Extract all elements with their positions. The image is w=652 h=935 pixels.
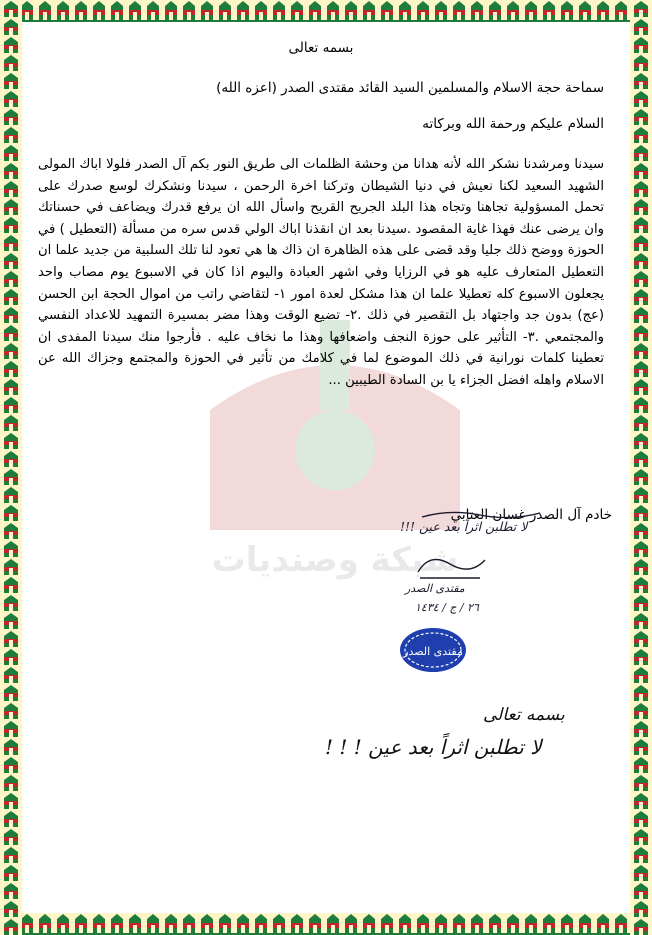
seal-text: مقتدى الصدر <box>403 645 463 658</box>
decorative-border-right <box>630 0 652 935</box>
letter-salutation: السلام عليكم ورحمة الله وبركاته <box>422 116 604 132</box>
decorative-border-bottom <box>0 913 652 935</box>
watermark-text: شبكة وصنديات <box>211 540 459 580</box>
handwritten-reply-line: لا تطلبن اثراً بعد عين !!! <box>400 519 528 534</box>
letter-paragraph: سيدنا ومرشدنا نشكر الله لأنه هدانا من وحشة الظلمات الى طريق النور بكم آل الصدر فلولا اباك المولى الشهيد السعيد لكنا نعيش في دنيا الشيطان وتركنا اخرة الرحمن ، سيدنا ونشكرك لوسع صدرك على تحمل المسؤولية تجاهنا وتجاه هذا البلد الجريح القريح واسأل الله ان يرفع قدرك ويضاعف في حسناتك وان يرضى عنك فهذا غاية المقصود .سيدنا بعد ان انقذنا اباك الولي قدس سره من مسألة (التعطيل ) في الحوزة ووضح ذلك جليا وقد قضى على هذه الظاهرة ان ذاك ها هي تعود لنا تلك السلبية من جديد علما ان التعطيل المتعارف عليه هو في الرزايا وفي اشهر العبادة واليوم اذا كان في الاسبوع يوم مصاب واحد يجعلون الاسبوع كله تعطيلا علما ان هذا مشكل لعدة امور ١- لتقاضي راتب من اموال الحجة ابن الحسن (عج) بدون جد واجتهاد بل التقصير في ذلك .٢- تضيع الوقت وهذا مضر بمسيرة التمهيد للاعداد النفسي والمجتمعي .٣- التأثير على حوزة النجف واضعافها وهذا ما نخاف عليه . فأرجوا منك سيدنا المفدى ان تعطينا كلمات نورانية في ذلك الموضوع لما في كلامك من تأثير في الحوزة والمجتمع وجزاك الله عن الاسلام واهله افضل الجزاء يا بن السادة الطيبين ... <box>38 157 605 388</box>
decorative-border-top <box>0 0 652 22</box>
signature-date: ٢٦ / ج / ١٤٣٤ <box>415 601 479 614</box>
official-seal <box>398 626 468 674</box>
handwritten-reply-main: لا تطلبن اثراً بعد عين ! ! ! <box>325 735 542 759</box>
letter-address: سماحة حجة الاسلام والمسلمين السيد القائد مقتدى الصدر (اعزه الله) <box>216 80 604 96</box>
handwritten-basmala: بسمه تعالى <box>483 705 565 725</box>
letter-basmala: بسمه تعالى <box>288 40 354 56</box>
letter-signer: خادم آل الصدر غسان العتابي <box>450 507 612 523</box>
letter-body <box>38 40 604 392</box>
decorative-border-left <box>0 0 22 935</box>
signature-name: مقتدى الصدر <box>405 582 465 595</box>
signature-flourish <box>410 550 490 584</box>
